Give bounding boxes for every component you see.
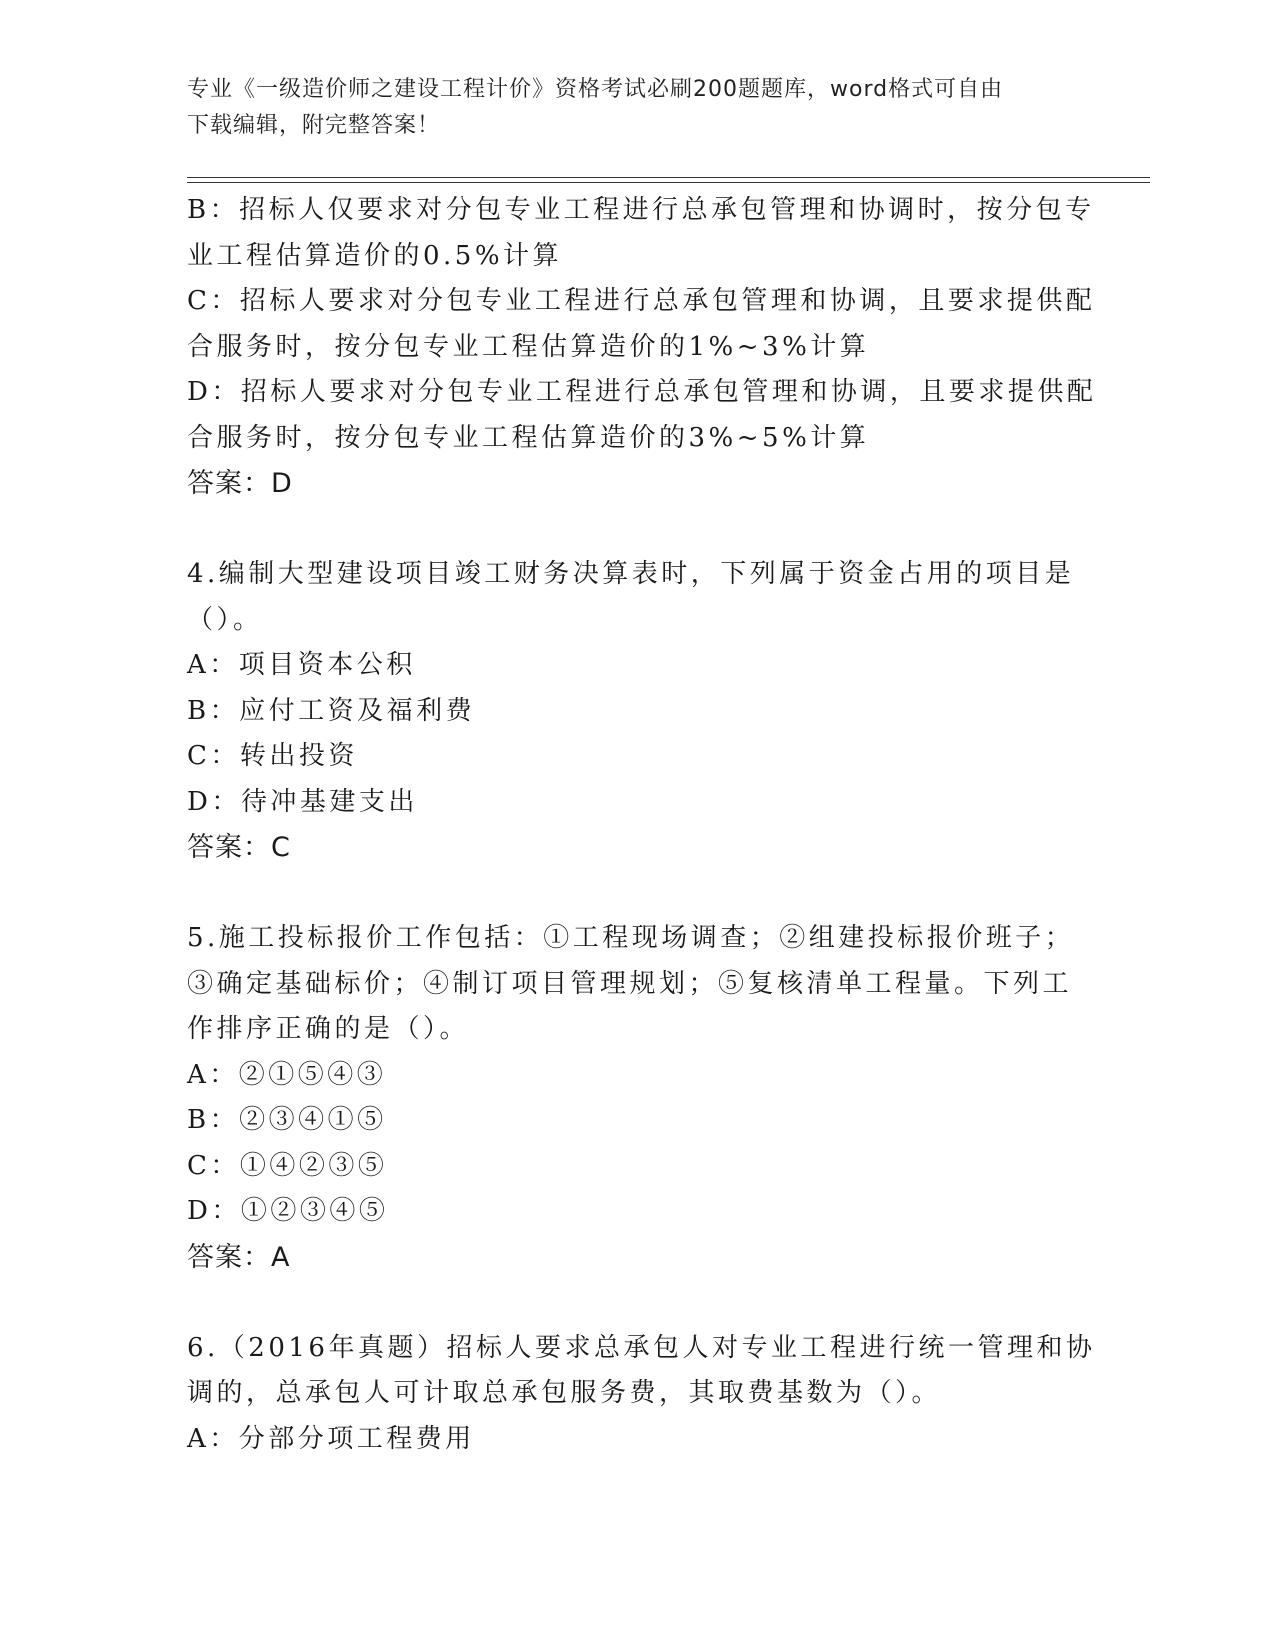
q3-option-b	[187, 188, 1095, 279]
stem-line: 5.施工投标报价工作包括：①工程现场调查；②组建投标报价班子；	[187, 923, 1075, 953]
q6-option-a: A：分部分项工程费用	[187, 1423, 475, 1454]
stem-line: 4.编制大型建设项目竣工财务决算表时，下列属于资金占用的项目是	[187, 559, 1075, 589]
spacer	[187, 1280, 1087, 1326]
option-line: 业工程估算造价的0.5%计算	[187, 240, 563, 271]
q4-option-a: A：项目资本公积	[187, 650, 416, 680]
q5-option-b: B：②③④①⑤	[187, 1105, 387, 1135]
stem-line: 6.（2016年真题）招标人要求总承包人对专业工程进行统一管理和协	[187, 1332, 1096, 1363]
q4-option-d: D：待冲基建支出	[187, 786, 418, 817]
stem-line: 作排序正确的是（）。	[187, 1014, 470, 1044]
option-line: D：招标人要求对分包专业工程进行总承包管理和协调，且要求提供配	[187, 377, 1097, 407]
question-content	[187, 188, 1097, 1462]
option-line: B：招标人仅要求对分包专业工程进行总承包管理和协调时，按分包专	[187, 195, 1095, 225]
q4-answer: 答案：C	[187, 832, 291, 863]
header-rule-bottom	[187, 182, 1150, 183]
q3-option-d	[187, 370, 1097, 461]
q3-option-c	[187, 279, 1096, 370]
page-header	[187, 72, 1087, 144]
q5-option-a: A：②①⑤④③	[187, 1059, 387, 1090]
option-line: 合服务时，按分包专业工程估算造价的1%~3%计算	[187, 331, 870, 362]
q6-stem	[187, 1326, 1096, 1417]
q5-answer: 答案：A	[187, 1241, 291, 1273]
stem-line: （）。	[187, 604, 263, 635]
q4-option-c: C：转出投资	[187, 741, 358, 771]
option-line: 合服务时，按分包专业工程估算造价的3%~5%计算	[187, 422, 870, 453]
header-line-1: 专业《一级造价师之建设工程计价》资格考试必刷200题题库，word格式可自由	[187, 77, 1004, 102]
q5-option-c: C：①④②③⑤	[187, 1150, 388, 1181]
q4-stem	[187, 552, 1087, 643]
stem-line: ③确定基础标价；④制订项目管理规划；⑤复核清单工程量。下列工	[187, 968, 1073, 999]
q3-answer: 答案：D	[187, 468, 293, 499]
q5-option-d: D：①②③④⑤	[187, 1196, 389, 1226]
q4-option-b: B：应付工资及福利费	[187, 695, 476, 726]
q5-stem	[187, 916, 1087, 1053]
header-rule-top	[187, 177, 1150, 178]
header-line-2: 下载编辑，附完整答案！	[187, 113, 441, 138]
option-line: C：招标人要求对分包专业工程进行总承包管理和协调，且要求提供配	[187, 286, 1096, 316]
stem-line: 调的，总承包人可计取总承包服务费，其取费基数为（）。	[187, 1378, 942, 1408]
spacer	[187, 507, 1087, 553]
spacer	[187, 871, 1087, 917]
